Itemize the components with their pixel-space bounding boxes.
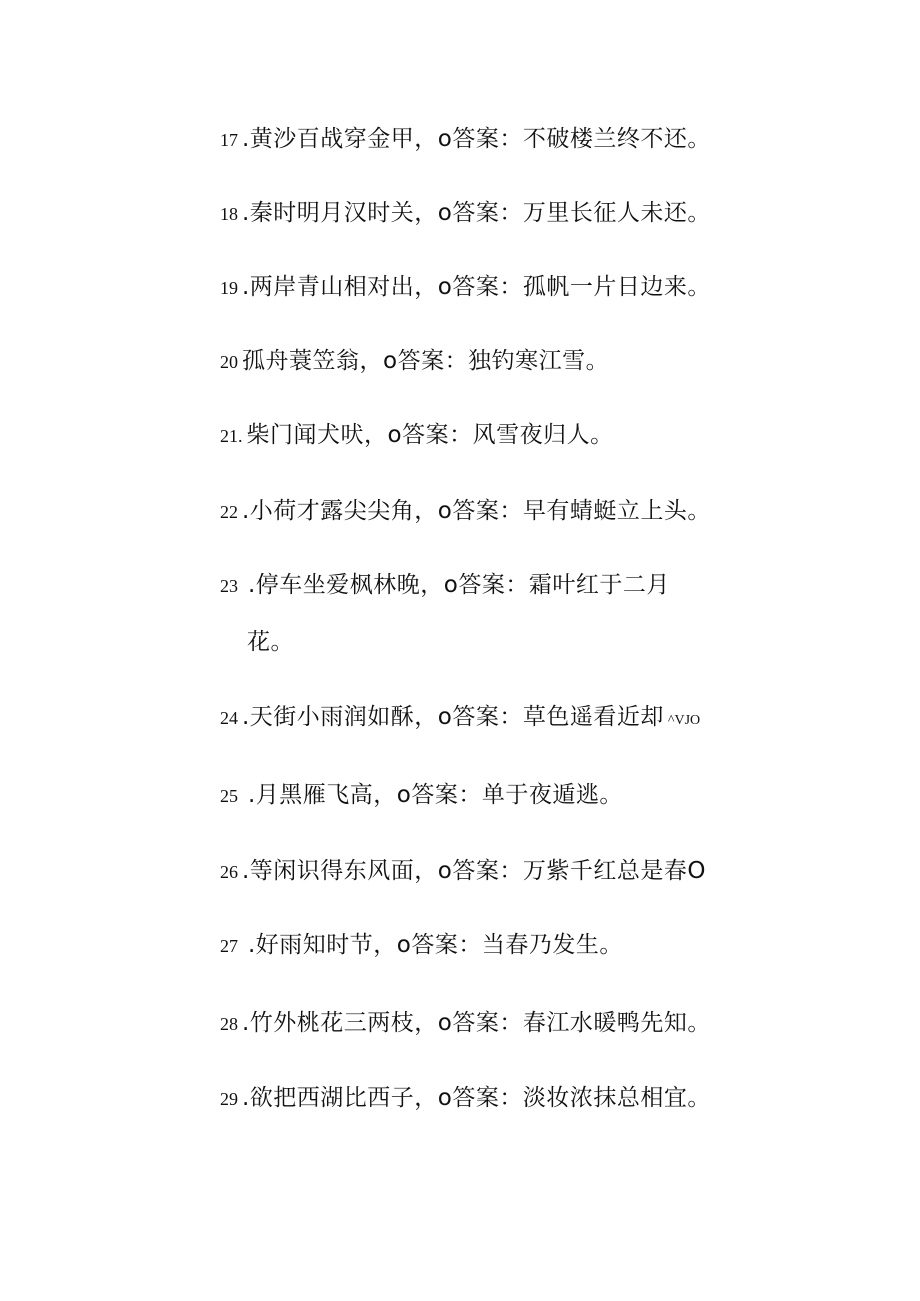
item-text: 孤舟蓑笠翁，o答案：独钓寒江雪。 [242, 348, 610, 374]
item-number: 27 [220, 936, 238, 956]
item-number: 29 [220, 1089, 238, 1109]
item-number: 28 [220, 1014, 238, 1034]
list-item [220, 574, 670, 597]
item-text: .秦时明月汉时关，o答案：万里长征人未还。 [242, 200, 711, 226]
list-item [220, 424, 614, 447]
list-item [220, 500, 711, 523]
list-item [220, 706, 700, 729]
list-item [220, 860, 706, 883]
item-number: 23 [220, 576, 238, 596]
list-item [220, 128, 711, 151]
item-text: .好雨知时节，o答案：当春乃发生。 [248, 932, 623, 958]
item-text: .停车坐爱枫林晚，o答案：霜叶红于二月 [248, 572, 670, 598]
list-item [220, 276, 711, 299]
item-text: .等闲识得东风面，o答案：万紫千红总是春O [242, 858, 706, 884]
item-text: .天街小雨润如酥，o答案：草色遥看近却 [242, 704, 664, 730]
item-text: 柴门闻犬吠，o答案：风雪夜归人。 [246, 422, 614, 448]
item-text-tail: ^VJO [667, 713, 701, 728]
item-number: 24 [220, 708, 238, 728]
item-text: .小荷才露尖尖角，o答案：早有蜻蜓立上头。 [242, 498, 711, 524]
item-number: 25 [220, 786, 238, 806]
item-text: .竹外桃花三两枝，o答案：春江水暖鸭先知。 [242, 1010, 711, 1036]
list-item [220, 784, 623, 807]
item-number: 20 [220, 352, 238, 372]
list-item [220, 202, 711, 225]
item-number: 26 [220, 862, 238, 882]
item-text: .黄沙百战穿金甲，o答案：不破楼兰终不还。 [242, 126, 711, 152]
item-number: 19 [220, 278, 238, 298]
item-number: 21. [220, 426, 243, 446]
item-text: .月黑雁飞高，o答案：单于夜遁逃。 [248, 782, 623, 808]
list-item [220, 934, 623, 957]
list-item [220, 350, 609, 373]
item-continuation: 花。 [247, 629, 294, 655]
list-item [220, 1087, 711, 1110]
item-number: 17 [220, 130, 238, 150]
item-number: 22 [220, 502, 238, 522]
item-text: .欲把西湖比西子，o答案：淡妆浓抹总相宜。 [242, 1085, 711, 1111]
item-number: 18 [220, 204, 238, 224]
item-text: .两岸青山相对出，o答案：孤帆一片日边来。 [242, 274, 711, 300]
list-item [220, 1012, 711, 1035]
